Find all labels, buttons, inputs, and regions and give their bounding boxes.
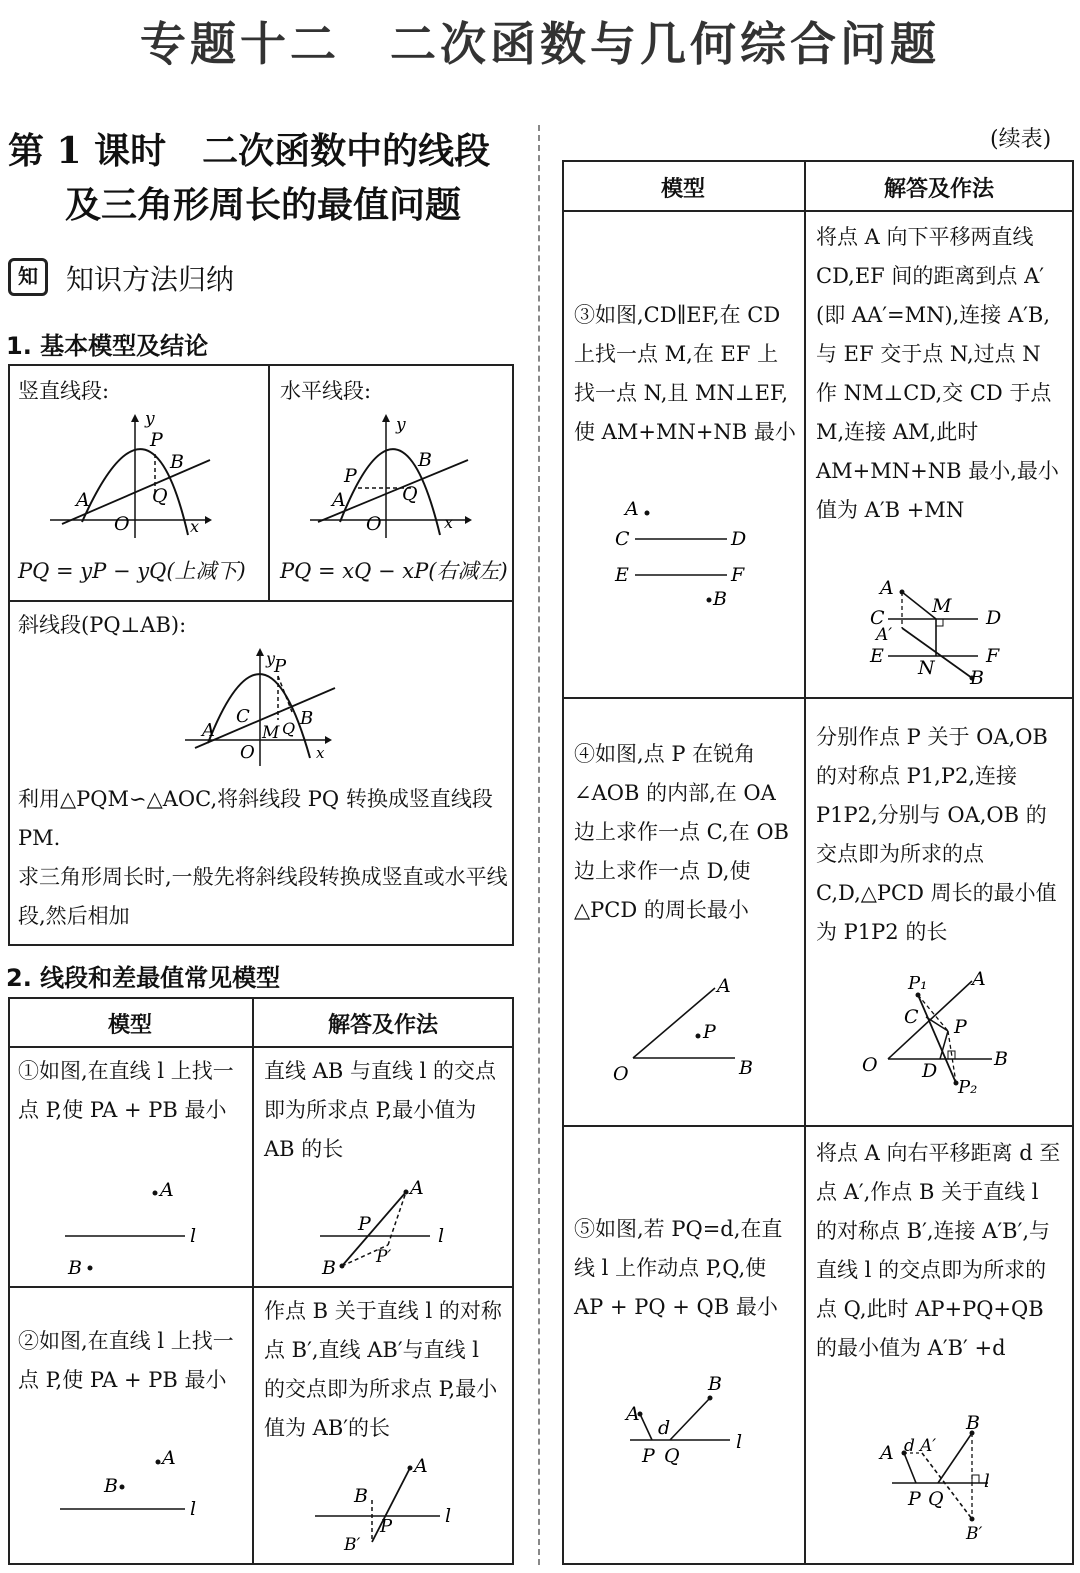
- horizontal-formula: PQ = xQ − xP(右减左): [280, 559, 508, 583]
- svg-text:B: B: [354, 1485, 368, 1507]
- svg-text:Q: Q: [152, 485, 168, 507]
- svg-text:P: P: [274, 656, 287, 677]
- row1-model: ①如图,在直线 l 上找一点 P,使 PA + PB 最小: [18, 1059, 234, 1122]
- row3-model-figure: [605, 495, 775, 615]
- row4-solution-figure: [860, 965, 1040, 1100]
- svg-text:C: C: [904, 1006, 919, 1028]
- svg-text:Q: Q: [402, 483, 418, 505]
- row5-model: ⑤如图,若 PQ=d,在直线 l 上作动点 P,Q,使 AP + PQ + QB 最小: [574, 1217, 783, 1319]
- svg-text:A: A: [972, 968, 986, 990]
- svg-text:P: P: [358, 1213, 371, 1235]
- svg-text:D: D: [922, 1060, 938, 1082]
- svg-text:A: A: [880, 577, 894, 599]
- svg-text:B: B: [418, 449, 432, 471]
- svg-text:l: l: [190, 1498, 197, 1520]
- svg-text:x: x: [190, 517, 200, 536]
- svg-text:P₂: P₂: [958, 1077, 978, 1098]
- row5-solution: 将点 A 向右平移距离 d 至点 A′,作点 B 关于直线 l 的对称点 B′,连接 A′B′,与直线 l 的交点即为所求的点 Q,此时 AP+PQ+QB 的最小值为 A′B′ +d: [816, 1141, 1061, 1360]
- svg-text:l: l: [190, 1225, 197, 1247]
- lesson-title-line2: 及三角形周长的最值问题: [64, 184, 461, 226]
- row4-model: ④如图,点 P 在锐角∠AOB 的内部,在 OA 边上求作一点 C,在 OB 边上求作一点 D,使 △PCD 的周长最小: [574, 742, 789, 922]
- svg-text:A: A: [202, 720, 215, 741]
- svg-text:B: B: [708, 1373, 722, 1395]
- svg-text:A: A: [76, 489, 90, 511]
- svg-text:Q: Q: [928, 1488, 944, 1510]
- svg-text:B: B: [713, 588, 727, 610]
- continued-label: (续表): [990, 127, 1052, 152]
- svg-text:A: A: [414, 1455, 428, 1477]
- table-divider: [8, 1286, 514, 1288]
- svg-text:C: C: [236, 706, 250, 727]
- table-divider: [804, 160, 806, 1565]
- svg-text:B: B: [739, 1057, 753, 1079]
- row1-solution-figure: [310, 1170, 480, 1280]
- vertical-segment-label: 竖直线段:: [18, 379, 110, 403]
- svg-text:l: l: [445, 1505, 452, 1527]
- svg-text:B: B: [966, 1415, 980, 1434]
- svg-text:P: P: [703, 1021, 716, 1043]
- row5-model-figure: [618, 1368, 768, 1468]
- svg-text:A: A: [332, 489, 346, 511]
- svg-text:B: B: [994, 1048, 1008, 1070]
- svg-text:B: B: [104, 1475, 118, 1497]
- table-divider: [562, 210, 1074, 212]
- knowledge-label: 知识方法归纳: [66, 263, 235, 296]
- svg-text:B: B: [68, 1257, 82, 1279]
- row2-model-figure: [50, 1440, 220, 1540]
- svg-text:P: P: [642, 1445, 655, 1467]
- svg-text:O: O: [114, 513, 130, 535]
- svg-text:P: P: [954, 1016, 967, 1038]
- svg-text:Q: Q: [664, 1445, 680, 1467]
- lesson-title: [8, 124, 518, 232]
- svg-text:Q: Q: [282, 719, 296, 738]
- svg-text:A′: A′: [920, 1436, 937, 1456]
- svg-text:P: P: [908, 1488, 921, 1510]
- oblique-segment-graph: [180, 648, 350, 768]
- row3-solution-figure: [860, 570, 1040, 690]
- table-divider: [562, 1125, 1074, 1127]
- table-divider: [8, 1046, 514, 1048]
- svg-text:P′: P′: [376, 1247, 392, 1267]
- svg-text:B: B: [170, 451, 184, 473]
- svg-text:C: C: [870, 607, 885, 629]
- svg-text:B′: B′: [344, 1535, 361, 1555]
- col-header-model-right: 模型: [660, 177, 705, 202]
- table-divider: [8, 600, 514, 602]
- table-divider: [252, 997, 254, 1565]
- svg-text:B: B: [970, 667, 984, 689]
- lesson-title-line1: 第 1 课时 二次函数中的线段: [8, 130, 491, 172]
- svg-text:y: y: [396, 415, 406, 435]
- oblique-segment-label: 斜线段(PQ⊥AB):: [18, 613, 187, 637]
- row4-model-figure: [605, 970, 775, 1090]
- row2-model: ②如图,在直线 l 上找一点 P,使 PA + PB 最小: [18, 1329, 234, 1392]
- row3-model: ③如图,CD∥EF,在 CD 上找一点 M,在 EF 上找一点 N,且 MN⊥EF,使 AM+MN+NB 最小: [574, 303, 796, 444]
- svg-text:M: M: [262, 723, 280, 743]
- horizontal-segment-graph: [300, 410, 480, 540]
- row5-solution-figure: [868, 1415, 1048, 1550]
- svg-text:l: l: [438, 1225, 445, 1247]
- svg-text:A: A: [162, 1447, 176, 1469]
- col-header-solution-right: 解答及作法: [883, 177, 994, 202]
- svg-text:A: A: [717, 975, 731, 997]
- svg-text:B: B: [300, 708, 314, 729]
- col-header-solution: 解答及作法: [327, 1013, 438, 1038]
- col-header-model: 模型: [107, 1013, 152, 1038]
- row1-solution: 直线 AB 与直线 l 的交点即为所求点 P,最小值为 AB 的长: [264, 1059, 497, 1161]
- svg-text:A: A: [626, 1403, 640, 1425]
- table-divider: [562, 697, 1074, 699]
- svg-text:E: E: [870, 645, 884, 667]
- svg-text:A: A: [410, 1177, 424, 1199]
- row2-solution: 作点 B 关于直线 l 的对称点 B′,直线 AB′与直线 l 的交点即为所求点 P,最小值为 AB′的长: [264, 1299, 502, 1440]
- knowledge-icon: 知: [8, 258, 48, 296]
- vertical-formula: PQ = yP − yQ(上减下): [18, 559, 246, 583]
- svg-text:D: D: [986, 607, 1002, 629]
- svg-text:x: x: [316, 744, 325, 762]
- row2-solution-figure: [300, 1450, 480, 1560]
- section1-title: 1. 基本模型及结论: [6, 332, 209, 360]
- svg-text:y: y: [145, 410, 155, 429]
- row3-solution: 将点 A 向下平移两直线 CD,EF 间的距离到点 A′(即 AA′=MN),连接 A′B,与 EF 交于点 N,过点 N 作 NM⊥CD,交 CD 于点 M,连接 AM,此时 AM+MN+NB 最小,最小值为 A′B +MN: [816, 225, 1059, 522]
- svg-text:O: O: [613, 1063, 629, 1085]
- horizontal-segment-label: 水平线段:: [280, 379, 372, 403]
- svg-text:P: P: [344, 465, 357, 487]
- svg-text:F: F: [731, 564, 745, 586]
- svg-text:l: l: [736, 1431, 743, 1453]
- svg-text:B: B: [322, 1257, 336, 1279]
- table-divider: [268, 364, 270, 601]
- svg-text:A: A: [625, 498, 639, 520]
- svg-text:d: d: [904, 1436, 915, 1456]
- svg-text:A: A: [880, 1442, 894, 1464]
- svg-text:l: l: [984, 1471, 990, 1492]
- svg-text:x: x: [444, 513, 454, 532]
- svg-text:y: y: [266, 649, 276, 668]
- row1-model-figure: [50, 1170, 220, 1280]
- section2-title: 2. 线段和差最值常见模型: [6, 964, 281, 992]
- svg-text:M: M: [932, 595, 952, 617]
- svg-text:A: A: [160, 1179, 174, 1201]
- svg-text:P: P: [380, 1516, 393, 1537]
- svg-text:d: d: [658, 1417, 671, 1439]
- svg-text:C: C: [615, 528, 630, 550]
- svg-text:O: O: [862, 1054, 878, 1076]
- oblique-text1: 利用△PQM∽△AOC,将斜线段 PQ 转换成竖直线段 PM.: [18, 787, 493, 850]
- page-title: 专题十二 二次函数与几何综合问题: [140, 17, 940, 71]
- vertical-segment-graph: [40, 410, 220, 540]
- oblique-text2: 求三角形周长时,一般先将斜线段转换成竖直或水平线段,然后相加: [18, 865, 508, 928]
- svg-text:N: N: [918, 657, 935, 679]
- svg-text:O: O: [366, 513, 382, 535]
- svg-text:D: D: [731, 528, 747, 550]
- svg-text:E: E: [615, 564, 629, 586]
- svg-text:O: O: [240, 742, 255, 763]
- svg-text:A′: A′: [876, 625, 893, 645]
- row4-solution: 分别作点 P 关于 OA,OB 的对称点 P1,P2,连接 P1P2,分别与 OA,OB 的交点即为所求的点 C,D,△PCD 周长的最小值为 P1P2 的长: [816, 725, 1057, 944]
- svg-text:B′: B′: [966, 1524, 983, 1544]
- svg-text:F: F: [986, 645, 1000, 667]
- svg-text:P₁: P₁: [908, 973, 928, 994]
- svg-text:P: P: [150, 429, 163, 451]
- column-divider: [538, 125, 540, 1565]
